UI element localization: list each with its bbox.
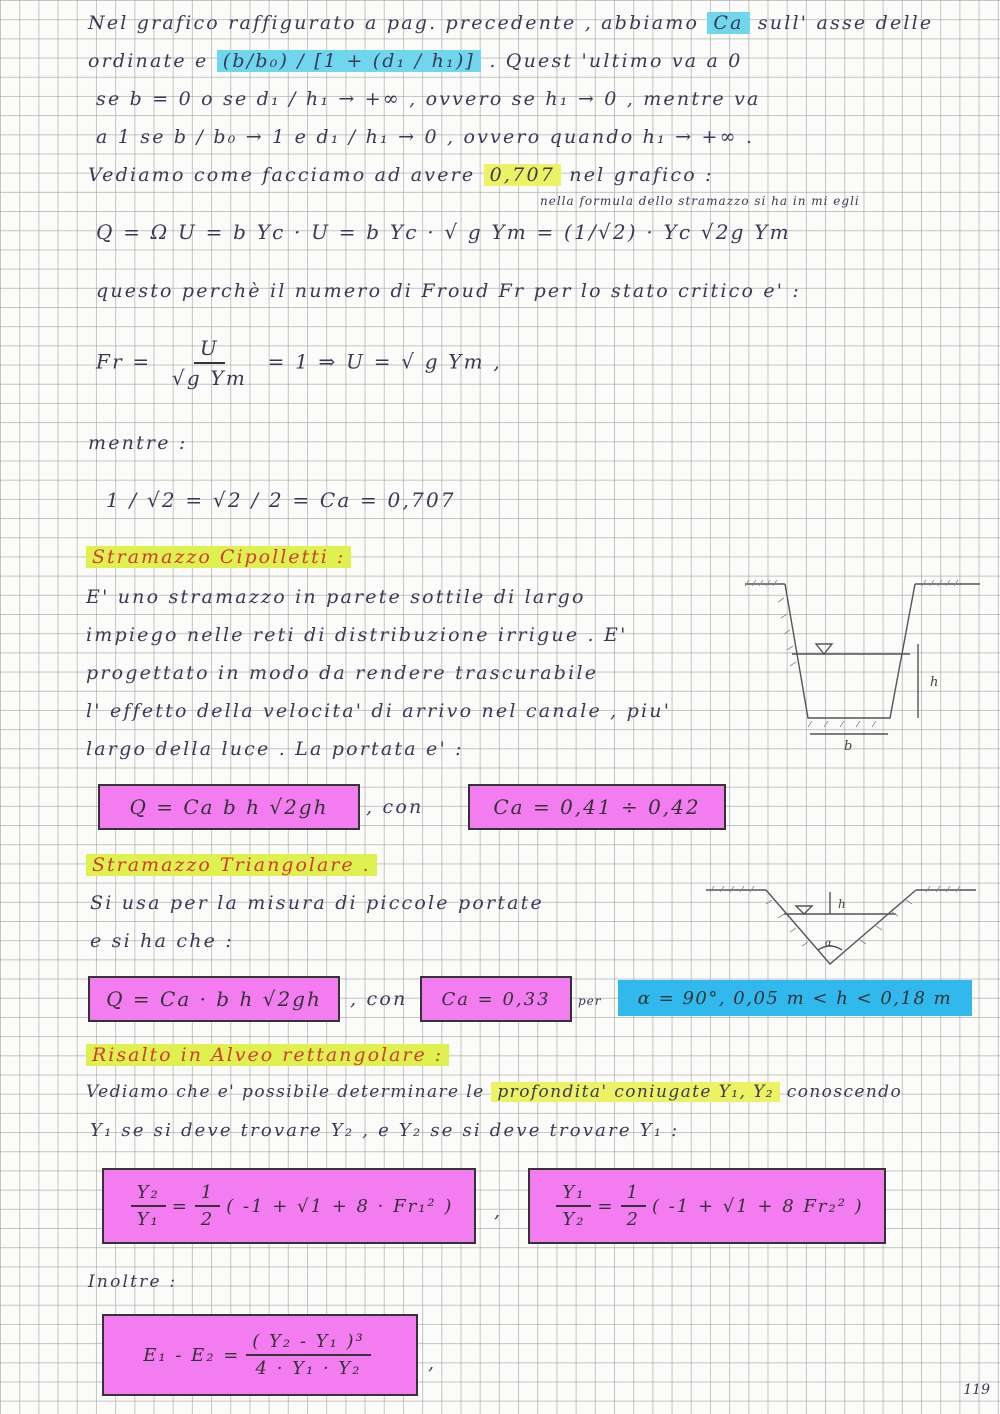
- cipolletti-text-4: l' effetto della velocita' di arrivo nel canale , piu': [86, 700, 672, 722]
- formula-q-critical: Q = Ω U = b Yc · U = b Yc · √ g Ym = (1/√2) · Yc √2g Ym: [96, 220, 791, 244]
- separator-comma: ,: [494, 1200, 503, 1222]
- text-line-5: Vediamo come facciamo ad avere 0,707 nel grafico :: [88, 164, 714, 186]
- text-per: per: [578, 994, 602, 1008]
- formula-froude: Fr = $\frac{U}{\text{√g Ym}}$ = 1 ⇒ U = √ g Ym ,: [96, 336, 502, 390]
- page-number: 119: [963, 1382, 990, 1398]
- section-title-triangolare: Stramazzo Triangolare .: [86, 854, 377, 876]
- fig-label-alpha: α: [825, 938, 832, 949]
- cipolletti-text-3: progettato in modo da rendere trascurabile: [86, 662, 599, 684]
- risalto-text-2: Y₁ se si deve trovare Y₂ , e Y₂ se si deve trovare Y₁ :: [90, 1120, 680, 1141]
- cipolletti-text-5: largo della luce . La portata e' :: [86, 738, 464, 760]
- text-inoltre: Inoltre :: [88, 1272, 178, 1292]
- triangolare-text-1: Si usa per la misura di piccole portate: [90, 892, 544, 914]
- condition-highlight: α = 90°, 0,05 m < h < 0,18 m: [618, 980, 972, 1016]
- text-mentre: mentre :: [88, 432, 188, 454]
- formula-0707: 1 / √2 = √2 / 2 = Ca = 0,707: [106, 488, 456, 512]
- text-line-2: ordinate e (b/b₀) / [1 + (d₁ / h₁)] . Quest 'ultimo va a 0: [88, 50, 743, 72]
- highlight-coniugate: profondita' coniugate Y₁, Y₂: [491, 1082, 780, 1102]
- formula-energy-loss: E₁ - E₂ = $\frac{\text{( Y₂ - Y₁ )³}}{\text{4 · Y₁ · Y₂}}$: [102, 1314, 418, 1396]
- formula-y1-over-y2: $\frac{\text{Y₁}}{\text{Y₂}}$ = $\frac{1}{2}$ ( -1 + √1 + 8 Fr₂² ): [528, 1168, 886, 1244]
- cipolletti-text-1: E' uno stramazzo in parete sottile di largo: [86, 586, 586, 608]
- fig-label-h: h: [930, 675, 939, 690]
- triangolare-text-2: e si ha che :: [90, 930, 234, 952]
- cipolletti-diagram: [740, 578, 990, 758]
- coef-cipolletti: Ca = 0,41 ÷ 0,42: [468, 784, 726, 830]
- section-title-cipolletti: Stramazzo Cipolletti :: [86, 546, 351, 568]
- formula-triangolare: Q = Ca · b h √2gh: [88, 976, 340, 1022]
- triangular-weir-diagram: [706, 884, 976, 984]
- cipolletti-text-2: impiego nelle reti di distribuzione irrigue . E': [86, 624, 628, 646]
- text-line-7: questo perchè il numero di Froud Fr per lo stato critico e' :: [96, 280, 802, 302]
- text-con-2: , con: [350, 988, 408, 1010]
- section-title-risalto: Risalto in Alveo rettangolare :: [86, 1044, 449, 1066]
- note-small: nella formula dello stramazzo si ha in mi egli: [540, 194, 860, 208]
- highlight-ratio: (b/b₀) / [1 + (d₁ / h₁)]: [217, 50, 481, 72]
- text-line-1: Nel grafico raffigurato a pag. precedente , abbiamo Ca sull' asse delle: [88, 12, 934, 34]
- coef-triangolare: Ca = 0,33: [420, 976, 572, 1022]
- risalto-text-1: Vediamo che e' possibile determinare le profondita' coniugate Y₁, Y₂ conoscendo: [86, 1082, 903, 1102]
- fig-label-h2: h: [838, 897, 846, 911]
- text-con-1: , con: [366, 796, 424, 818]
- formula-cipolletti: Q = Ca b h √2gh: [98, 784, 360, 830]
- highlight-ca: Ca: [707, 12, 749, 34]
- text-line-4: a 1 se b / b₀ → 1 e d₁ / h₁ → 0 , ovvero quando h₁ → +∞ .: [96, 126, 755, 148]
- formula-y2-over-y1: $\frac{\text{Y₂}}{\text{Y₁}}$ = $\frac{1}{2}$ ( -1 + √1 + 8 · Fr₁² ): [102, 1168, 476, 1244]
- text-line-3: se b = 0 o se d₁ / h₁ → +∞ , ovvero se h₁ → 0 , mentre va: [96, 88, 761, 110]
- fig-label-b: b: [844, 739, 853, 754]
- highlight-0707: 0,707: [484, 164, 561, 186]
- end-comma: ,: [428, 1352, 437, 1374]
